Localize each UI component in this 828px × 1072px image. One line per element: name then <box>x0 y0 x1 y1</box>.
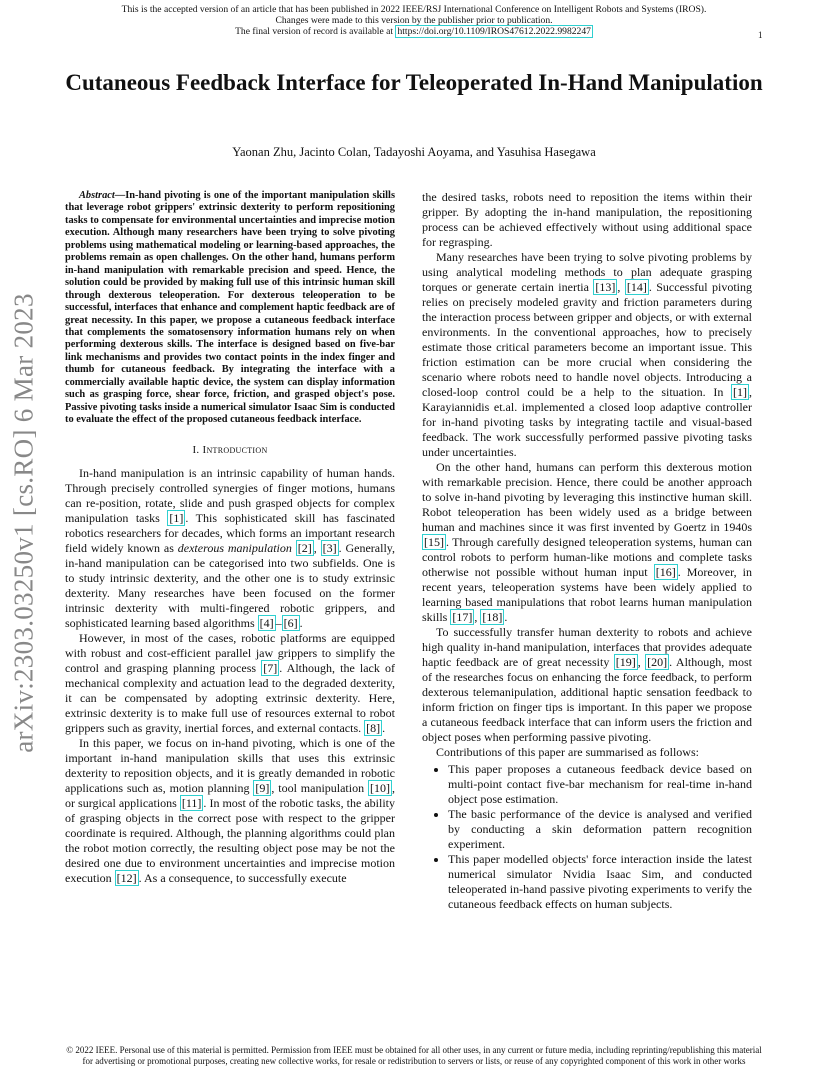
copyright-footer <box>20 1045 808 1066</box>
citation-link[interactable]: [11] <box>181 795 202 810</box>
notice-line-3 <box>0 26 828 37</box>
list-item: • The basic performance of the device is analysed and verified by conducting a skin deformation pattern recognition experiment. <box>448 807 752 852</box>
citation-link[interactable]: [9] <box>255 780 270 795</box>
section-heading-introduction <box>65 443 395 458</box>
text-run: . Through carefully designed teleoperation systems, human can control robots to perform human-like motions and complete tasks otherwise not possible without human input <box>422 535 752 579</box>
text-run: . Although, most of the researches focus on enhancing the force feedback, to perform dexterous telemanipulation, additional haptic sensation feedback to inform friction on finger tips is important. In this paper we propose a cutaneous feedback interface that can inform users the friction and object poses when performing passive pivoting. <box>422 655 752 744</box>
emphasis-term: dexterous manipulation <box>177 540 292 555</box>
footer-line-1: © 2022 IEEE. Personal use of this material is permitted. Permission from IEEE must be obtained for all other uses, in any current or future media, including reprinting/republishing this material <box>66 1045 762 1055</box>
text-run: . As a consequence, to successfully execute <box>138 870 347 885</box>
text-run: . Moreover, in recent years, teleoperation systems have been widely applied to learning based manipulations that robot learns human manipulation skills <box>422 565 752 624</box>
list-item: • This paper proposes a cutaneous feedback device based on multi-point contact five-bar mechanism for real-time in-hand object pose estimation. <box>448 762 752 807</box>
text-run: , <box>637 655 646 669</box>
intro-paragraph-2 <box>65 631 395 736</box>
page-number: 1 <box>758 30 763 40</box>
text-run: . This sophisticated skill has fascinated robotics researchers for decades, which forms an important research field widely known as <box>65 510 396 555</box>
text-run: , <box>474 610 481 624</box>
abstract-text: —In-hand pivoting is one of the important manipulation skills that leverage robot grippers' extrinsic dexterity to perform repositioning tasks to compensate for environmental uncertainties and imprecise motion execution. Although many researchers have been trying to solve pivoting problems using mathematical modeling or learning-based approaches, the problems remain as open challenges. On the other hand, humans perform in-hand manipulation with remarkable precision and speed. Hence, the solution could be provided by making full use of this intrinsic human skill through dexterous teleoperation. For dexterous teleoperation to be successful, interfaces that enhance and complement haptic feedback are of great necessity. In this paper, we propose a cutaneous feedback interface that complements the somatosensory information humans rely on when performing dexterous skills. The interface is designed based on five-bar link mechanisms and provides two contact points in the index finger and thumb for cutaneous feedback. By integrating the interface with a commercially available haptic device, the system can display information such as grasping force, shear force, friction, and grasped object's pose. Passive pivoting tasks inside a numerical simulator Isaac Sim is conducted to evaluate the effect of the proposed cutaneous feedback interface. <box>65 190 395 426</box>
citation-link[interactable]: [14] <box>626 280 647 294</box>
text-run: . Successful pivoting relies on precisely modeled gravity and friction parameters during the interaction process between gripper and objects, or with external environments. In the conventional approaches, how to precisely estimate those critical parameters become an important issue. This friction estimation can be more crucial when considering the scenario where robots need to handle novel objects. Introducing a closed-loop control could be a help to the situation. In <box>422 280 753 399</box>
doi-link[interactable]: https://doi.org/10.1109/IROS47612.2022.9982247 <box>397 26 591 37</box>
citation-link[interactable]: [13] <box>595 280 616 294</box>
citation-link[interactable]: [2] <box>297 540 312 555</box>
author-list: Yaonan Zhu, Jacinto Colan, Tadayoshi Aoyama, and Yasuhisa Hasegawa <box>232 145 596 159</box>
abstract <box>65 190 395 427</box>
text-run: , <box>617 280 625 294</box>
contributions-list <box>422 762 752 912</box>
text-run: , or surgical applications <box>65 780 395 810</box>
citation-link[interactable]: [8] <box>366 720 381 735</box>
intro-paragraph-5 <box>422 460 752 625</box>
left-column <box>65 190 395 886</box>
right-column <box>422 190 752 912</box>
paper-title: Cutaneous Feedback Interface for Teleoperated In-Hand Manipulation <box>65 70 763 95</box>
text-run: Many researches have been trying to solve pivoting problems by using analytical modeling methods to plan adequate grasping torques or generate certain inertia <box>422 250 752 294</box>
text-run: . <box>504 610 508 624</box>
notice-line-3-prefix: The final version of record is available at <box>235 26 396 37</box>
text-run: To successfully transfer human dexterity to robots and achieve high quality in-hand manipulation, interfaces that provides adequate haptic feedback are of great necessity <box>422 625 752 669</box>
citation-link[interactable]: [10] <box>369 780 390 795</box>
text-run: , <box>313 540 321 555</box>
continued-paragraph: the desired tasks, robots need to reposition the items within their gripper. By adopting the in-hand manipulation, the repositioning process can be achieved effectively without using additional space for regrasping. <box>422 190 752 249</box>
abstract-label: Abstract <box>79 190 115 201</box>
citation-link[interactable]: [20] <box>647 655 668 669</box>
citation-link[interactable]: [19] <box>615 655 636 669</box>
text-run: , tool manipulation <box>271 780 368 795</box>
text-run: On the other hand, humans can perform this dexterous motion with remarkable precision. Hence, there could be another approach to solve in-hand pivoting by leveraging this instinctive human skill. Robot teleoperation has been widely used as a bridge between human and machines since it was first invented by Goertz in 1940s <box>422 460 752 534</box>
citation-link[interactable]: [12] <box>116 870 137 885</box>
publication-notice <box>0 4 828 37</box>
citation-link[interactable]: [1] <box>733 385 747 399</box>
citation-link[interactable]: [16] <box>655 565 676 579</box>
section-number: I. <box>192 443 203 456</box>
intro-paragraph-4 <box>422 250 752 460</box>
intro-paragraph-1 <box>65 466 395 631</box>
citation-link[interactable]: [3] <box>322 540 337 555</box>
arxiv-identifier: arXiv:2303.03250v1 [cs.RO] 6 Mar 2023 <box>8 293 39 753</box>
section-title: Introduction <box>202 443 268 456</box>
text-run: . Generally, in-hand manipulation can be categorised into two subfields. One is to study intrinsic dexterity, and the other one is to study extrinsic dexterity. Many researches have been focused on the former intrinsic dexterity with multi-fingered robotic grippers, and sophisticated learning based algorithms <box>65 540 396 630</box>
arxiv-sidebar <box>4 288 44 758</box>
text-run: . <box>382 720 386 735</box>
text-run: In this paper, we focus on in-hand pivoting, which is one of the important in-hand manipulation skills that uses this extrinsic dexterity to reposition objects, and it is greatly demanded in robotic applications such as, motion planning <box>65 735 395 795</box>
citation-link[interactable]: [1] <box>169 510 184 525</box>
footer-line-2: for advertising or promotional purposes, creating new collective works, for resale or redistribution to servers or lists, or reuse of any copyrighted component of this work in other works <box>82 1055 746 1066</box>
text-run: , Karayiannidis et.al. implemented a closed loop adaptive controller for in-hand pivoting tasks by integrating tactile and visual-based feedback. The work successfully performed passive pivoting tasks under uncertainties. <box>422 385 752 459</box>
contributions-intro: Contributions of this paper are summarised as follows: <box>436 745 699 759</box>
intro-paragraph-6 <box>422 625 752 745</box>
citation-link[interactable]: [4] <box>259 615 274 630</box>
citation-link[interactable]: [15] <box>424 535 444 549</box>
citation-link[interactable]: [7] <box>263 660 278 675</box>
text-run: . Although, the lack of mechanical complexity and actuation lead to the degraded dexterity, it can be compensated by adopting extrinsic dexterity. Here, extrinsic dexterity is to make full use of resources external to robot grippers such as gravity, inertial forces, and external contacts. <box>65 660 395 735</box>
text-run: In-hand manipulation is an intrinsic capability of human hands. Through precisely controlled synergies of finger motions, humans can re-position, rotate, slide and push grasped objects for complex manipulation tasks <box>65 465 395 525</box>
text-run: However, in most of the cases, robotic platforms are equipped with robust and cost-efficient parallel jaw grippers to simplify the control and grasping planning process <box>65 630 395 675</box>
citation-link[interactable]: [6] <box>283 615 298 630</box>
text-run: . In most of the robotic tasks, the ability of grasping objects in the correct pose with respect to the gripper coordinate is required. Although, the planning algorithms could plan the robot motion correctly, the resulting object pose may be not the desired one due to environment uncertainties and imprecise motion execution <box>65 795 395 885</box>
notice-line-2: Changes were made to this version by the publisher prior to publication. <box>275 15 553 26</box>
list-item: • This paper modelled objects' force interaction inside the latest numerical simulator Nvidia Isaac Sim, and conducted teleoperated in-hand passive pivoting experiments to verify the cutaneous feedback effects on human subjects. <box>448 852 752 912</box>
citation-link[interactable]: [17] <box>452 610 473 624</box>
intro-paragraph-3 <box>65 736 395 886</box>
citation-link[interactable]: [18] <box>482 610 503 624</box>
text-run: – <box>275 615 282 630</box>
notice-line-1: This is the accepted version of an article that has been published in 2022 IEEE/RSJ International Conference on Intelligent Robots and Systems (IROS). <box>121 4 707 15</box>
text-run: . <box>299 615 303 630</box>
